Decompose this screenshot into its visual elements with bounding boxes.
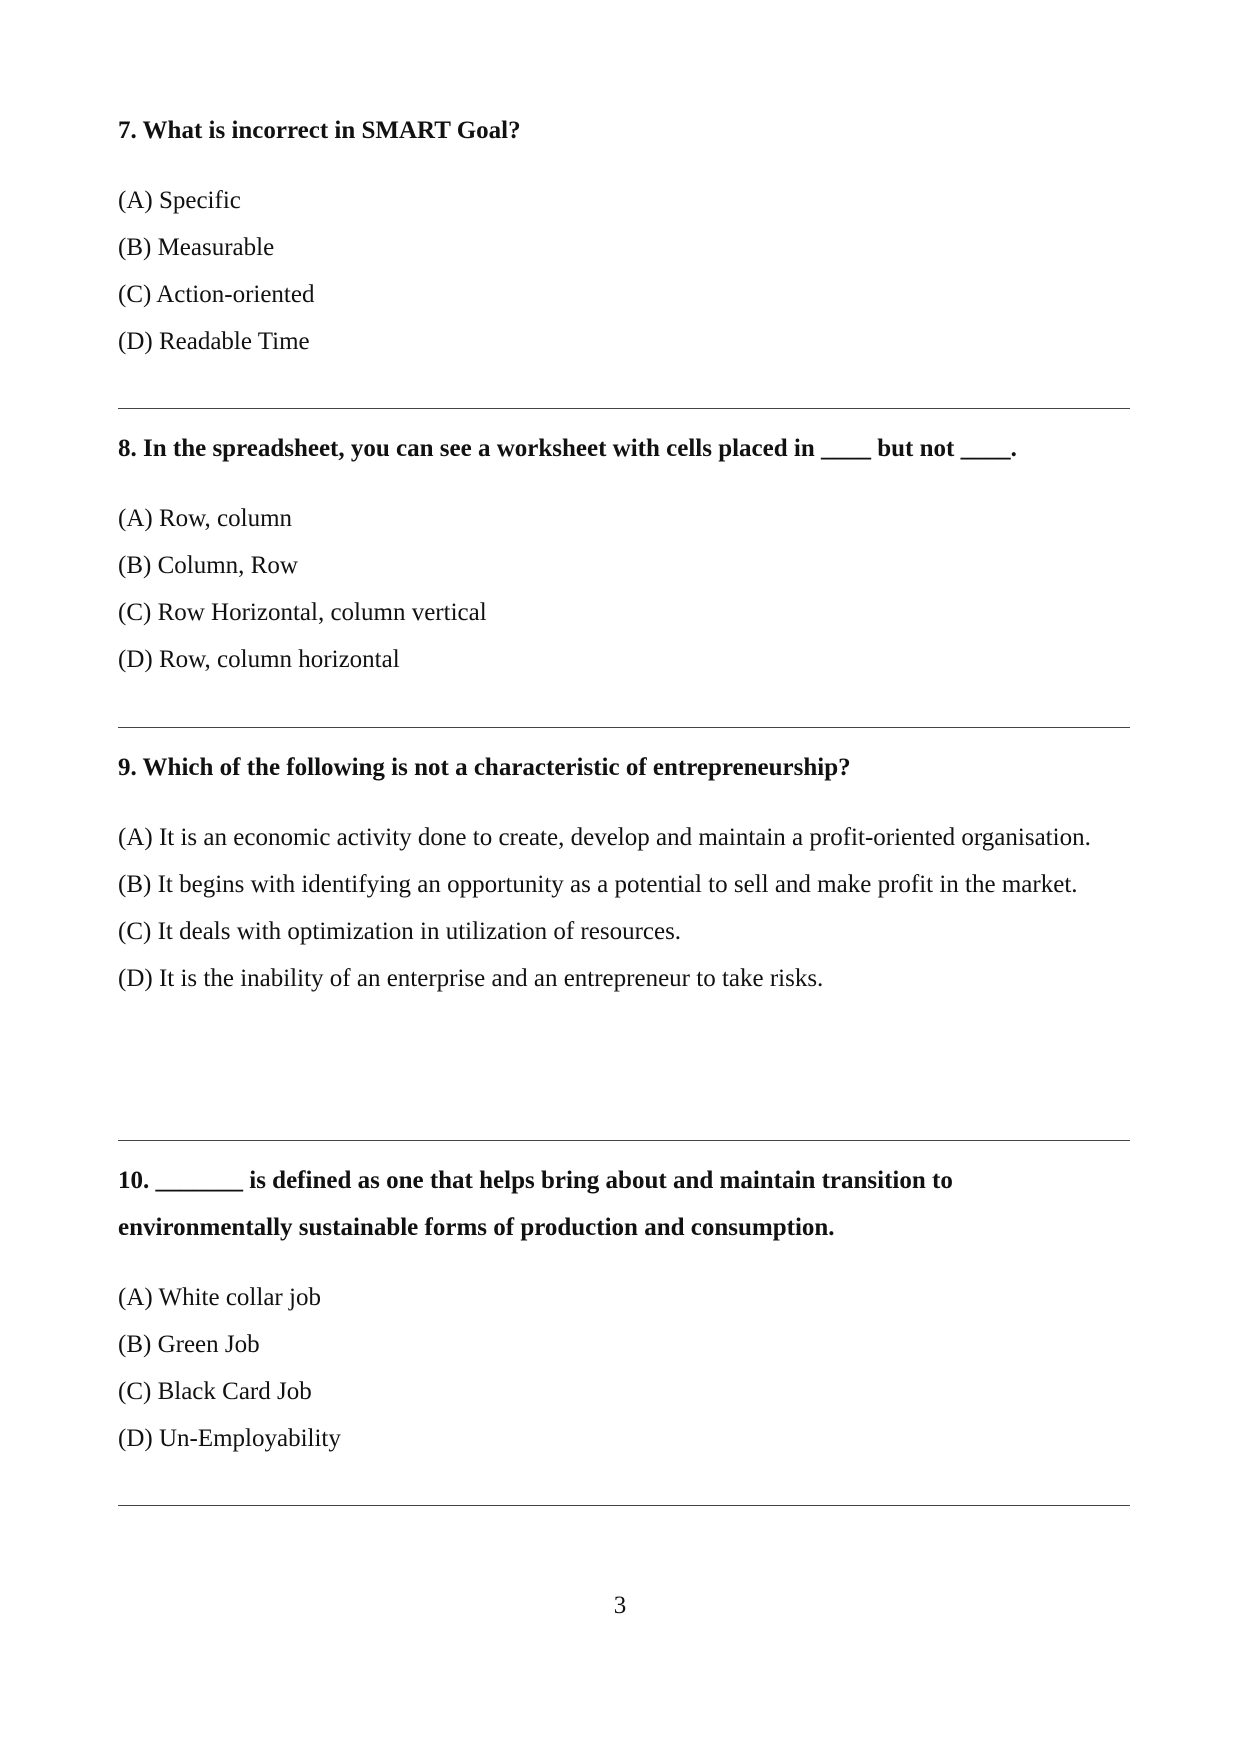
divider: [118, 1140, 1130, 1141]
option-a: (A) It is an economic activity done to create, develop and maintain a profit-oriented organisation.: [118, 824, 1091, 851]
divider: [118, 727, 1130, 728]
option-c: (C) It deals with optimization in utilization of resources.: [118, 918, 682, 945]
question-title: 8. In the spreadsheet, you can see a worksheet with cells placed in ____ but not ____.: [118, 435, 1017, 462]
question-7: [118, 107, 1130, 365]
option-c: (C) Black Card Job: [118, 1378, 312, 1405]
option-a: (A) White collar job: [118, 1284, 321, 1311]
options-list: [118, 495, 1130, 683]
options-list: [118, 814, 1130, 1002]
question-9: [118, 744, 1130, 1002]
question-8: [118, 425, 1130, 683]
option-a: (A) Row, column: [118, 505, 293, 532]
question-title: 10. _______ is defined as one that helps bring about and maintain transition to environmentally sustainable forms of production and consumption.: [118, 1167, 953, 1241]
option-a: (A) Specific: [118, 187, 241, 214]
option-b: (B) Green Job: [118, 1331, 260, 1358]
option-d: (D) Readable Time: [118, 328, 310, 355]
page-number: 3: [613, 1592, 627, 1619]
option-d: (D) Row, column horizontal: [118, 646, 400, 673]
divider: [118, 408, 1130, 409]
option-b: (B) It begins with identifying an opportunity as a potential to sell and make profit in the market.: [118, 871, 1078, 898]
options-list: [118, 1274, 1130, 1462]
divider: [118, 1505, 1130, 1506]
option-b: (B) Column, Row: [118, 552, 298, 579]
question-title: 7. What is incorrect in SMART Goal?: [118, 117, 521, 144]
option-d: (D) It is the inability of an enterprise and an entrepreneur to take risks.: [118, 965, 824, 992]
question-10: [118, 1157, 1130, 1462]
option-c: (C) Action-oriented: [118, 281, 315, 308]
option-c: (C) Row Horizontal, column vertical: [118, 599, 487, 626]
option-d: (D) Un-Employability: [118, 1425, 341, 1452]
option-b: (B) Measurable: [118, 234, 275, 261]
options-list: [118, 177, 1130, 365]
question-title: 9. Which of the following is not a characteristic of entrepreneurship?: [118, 754, 851, 781]
